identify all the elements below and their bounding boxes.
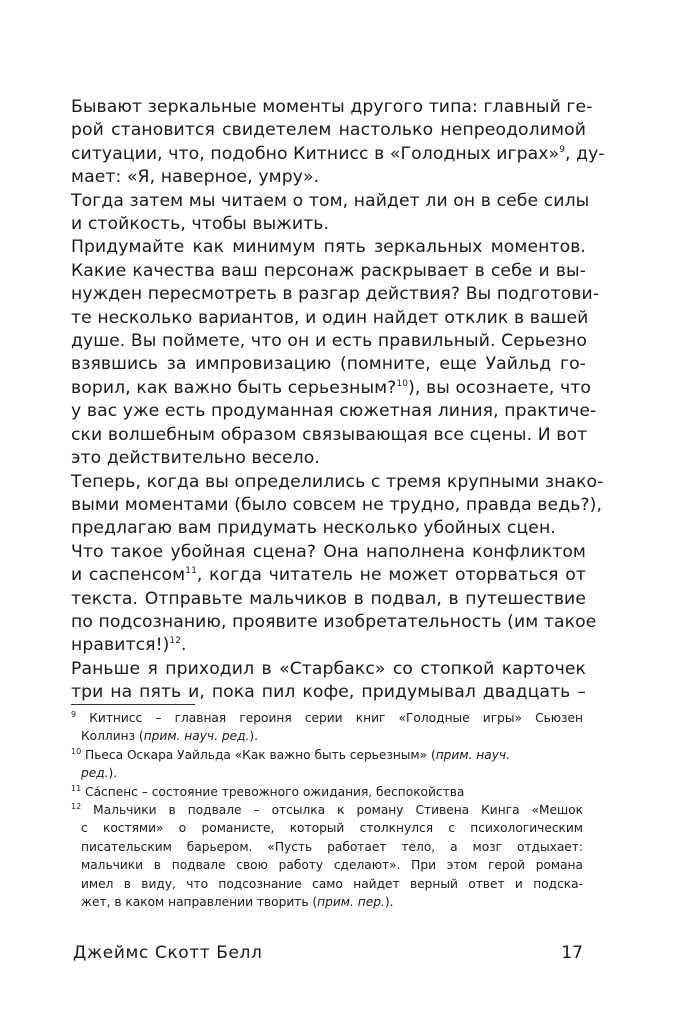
footnote-text: ). bbox=[108, 766, 118, 781]
footnotes bbox=[71, 709, 583, 911]
footnote-mark: 9 bbox=[71, 710, 77, 719]
text-line: душе. Вы поймете, что он и есть правильный. Серьезно bbox=[71, 331, 587, 352]
text-line: Что такое убойная сцена? Она наполнена конфликтом bbox=[71, 541, 586, 562]
footnote-ref-10[interactable]: 10 bbox=[396, 378, 409, 389]
text-line: ски волшебным образом связывающая все сцены. И вот bbox=[71, 424, 588, 445]
text-line: Раньше я приходил в «Старбакс» со стопкой карточек bbox=[71, 658, 586, 679]
text-segment: ситуации, что, подобно Китнисс в «Голодных играх» bbox=[71, 143, 560, 164]
text-line: выми моментами (было совсем не трудно, правда ведь?), bbox=[71, 494, 603, 515]
main-text bbox=[71, 96, 605, 705]
text-line: взявшись за импровизацию (помните, еще Уайльд го- bbox=[71, 354, 586, 375]
text-line: Бывают зеркальные моменты другого типа: главный ге- bbox=[71, 97, 593, 117]
text-line: Придумайте как минимум пять зеркальных моментов. bbox=[71, 237, 586, 258]
footnote-10-cont bbox=[71, 764, 583, 782]
text-line: текста. Отправьте мальчиков в подвал, в путешествие bbox=[71, 588, 586, 609]
footnote-note: прим. науч. ред. bbox=[143, 729, 250, 744]
footnote-note: ред. bbox=[81, 766, 109, 781]
text-segment: ), вы осознаете, что bbox=[408, 377, 592, 398]
text-segment: нравится!) bbox=[71, 635, 170, 656]
text-line: предлагаю вам придумать несколько убойных сцен. bbox=[71, 518, 556, 539]
text-segment: , когда читатель не может оторваться от bbox=[196, 565, 586, 586]
footnote-text: Мальчики в подвале – отсылка к роману Стивена Кинга «Мешок bbox=[81, 803, 583, 818]
text-segment: , ду- bbox=[565, 143, 605, 164]
text-line: нужден пересмотреть в разгар действия? Вы подготови- bbox=[71, 284, 600, 305]
text-line: и стойкость, чтобы выжить. bbox=[71, 214, 330, 235]
text-line bbox=[71, 377, 592, 400]
text-line: по подсознанию, проявите изобретательность (им такое bbox=[71, 611, 597, 632]
footnote-text: жет, в каком направлении творить ( bbox=[81, 895, 318, 910]
text-line: рой становится свидетелем настолько непреодолимой bbox=[71, 120, 586, 141]
footnote-ref-9[interactable]: 9 bbox=[559, 144, 566, 155]
footnote-ref-11[interactable]: 11 bbox=[185, 566, 197, 577]
text-line bbox=[71, 564, 586, 587]
text-line bbox=[71, 143, 605, 166]
page-footer bbox=[73, 938, 583, 968]
text-line: те несколько вариантов, и один найдет отклик в вашей bbox=[71, 307, 589, 328]
text-segment: . bbox=[181, 635, 187, 656]
footnote-divider bbox=[71, 704, 195, 705]
footnote-note: прим. пер. bbox=[317, 895, 385, 910]
running-footer-author: Джеймс Скотт Белл bbox=[73, 943, 263, 963]
footnote-mark: 12 bbox=[71, 802, 82, 812]
footnote-10 bbox=[71, 746, 583, 764]
footnote-12-cont: с костями» о романисте, который столкнулся с психологическим bbox=[81, 821, 583, 836]
footnote-ref-12[interactable]: 12 bbox=[169, 636, 182, 647]
footnote-text: ). bbox=[384, 895, 394, 910]
text-line bbox=[71, 634, 586, 657]
text-line: три на пять и, пока пил кофе, придумывал двадцать – bbox=[71, 682, 586, 703]
text-line: Тогда затем мы читаем о том, найдет ли он в себе силы bbox=[71, 190, 590, 211]
footnote-12-cont bbox=[71, 893, 583, 911]
footnote-9-cont bbox=[71, 727, 583, 745]
page-number: 17 bbox=[561, 943, 583, 963]
text-segment: и саспенсом bbox=[71, 565, 186, 586]
text-line: у вас уже есть продуманная сюжетная линия, практиче- bbox=[71, 401, 597, 422]
footnote-note: прим. науч. bbox=[435, 747, 511, 762]
footnote-12 bbox=[71, 801, 583, 819]
footnote-text: Пьеса Оскара Уайльда «Как важно быть серьезным» ( bbox=[81, 747, 436, 762]
footnote-11 bbox=[71, 783, 583, 801]
text-segment: ворил, как важно быть серьезным? bbox=[71, 377, 397, 398]
text-line: это действительно весело. bbox=[71, 448, 320, 469]
footnote-12-cont: писательским барьером. «Пусть работает тело, а мозг отдыхает: bbox=[81, 839, 583, 854]
footnote-12-cont: мальчики в подвале свою работу сделают». При этом герой романа bbox=[81, 858, 583, 873]
footnote-12-cont: имел в виду, что подсознание само найдет верный ответ и подска- bbox=[81, 876, 583, 891]
text-line: Теперь, когда вы определились с тремя крупными знако- bbox=[71, 471, 604, 492]
footnote-text: Са́спенс – состояние тревожного ожидания, беспокойства bbox=[81, 784, 465, 799]
text-line: Какие качества ваш персонаж раскрывает в себе и вы- bbox=[71, 260, 586, 281]
text-line: мает: «Я, наверное, умру». bbox=[71, 167, 320, 188]
footnote-mark: 10 bbox=[71, 746, 82, 756]
footnote-9 bbox=[71, 709, 583, 727]
footnote-text: Коллинз ( bbox=[81, 729, 144, 744]
footnote-text: Китнисс – главная героиня серии книг «Голодные игры» Сьюзен bbox=[76, 711, 583, 725]
footnote-text: ). bbox=[249, 729, 259, 744]
footnote-mark: 11 bbox=[71, 783, 82, 793]
